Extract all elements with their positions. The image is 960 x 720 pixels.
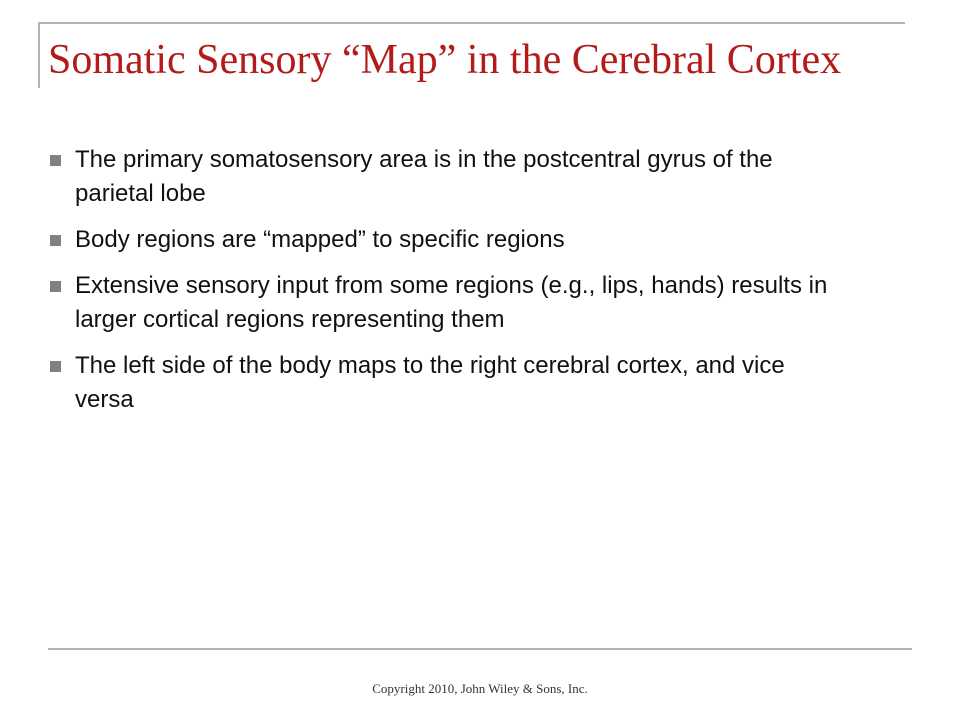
bullet-item: [48, 269, 828, 337]
title-top-rule: [38, 22, 905, 24]
bullet-text: Body regions are “mapped” to specific regions: [75, 226, 565, 253]
bullet-text: Extensive sensory input from some regions (e.g., lips, hands) results in larger cortical regions representing them: [75, 272, 828, 333]
square-bullet-icon: [50, 155, 61, 166]
square-bullet-icon: [50, 235, 61, 246]
square-bullet-icon: [50, 281, 61, 292]
square-bullet-icon: [50, 361, 61, 372]
bullet-item: [48, 223, 828, 257]
bullet-text: The left side of the body maps to the right cerebral cortex, and vice versa: [75, 352, 785, 413]
footer-rule: [48, 648, 912, 650]
bullet-item: [48, 143, 828, 211]
bullet-list: [48, 143, 828, 429]
slide-title: Somatic Sensory “Map” in the Cerebral Cortex: [48, 37, 842, 83]
bullet-item: [48, 349, 828, 417]
copyright-footer: Copyright 2010, John Wiley & Sons, Inc.: [372, 681, 588, 696]
title-left-rule: [38, 22, 40, 88]
bullet-text: The primary somatosensory area is in the postcentral gyrus of the parietal lobe: [75, 146, 773, 207]
